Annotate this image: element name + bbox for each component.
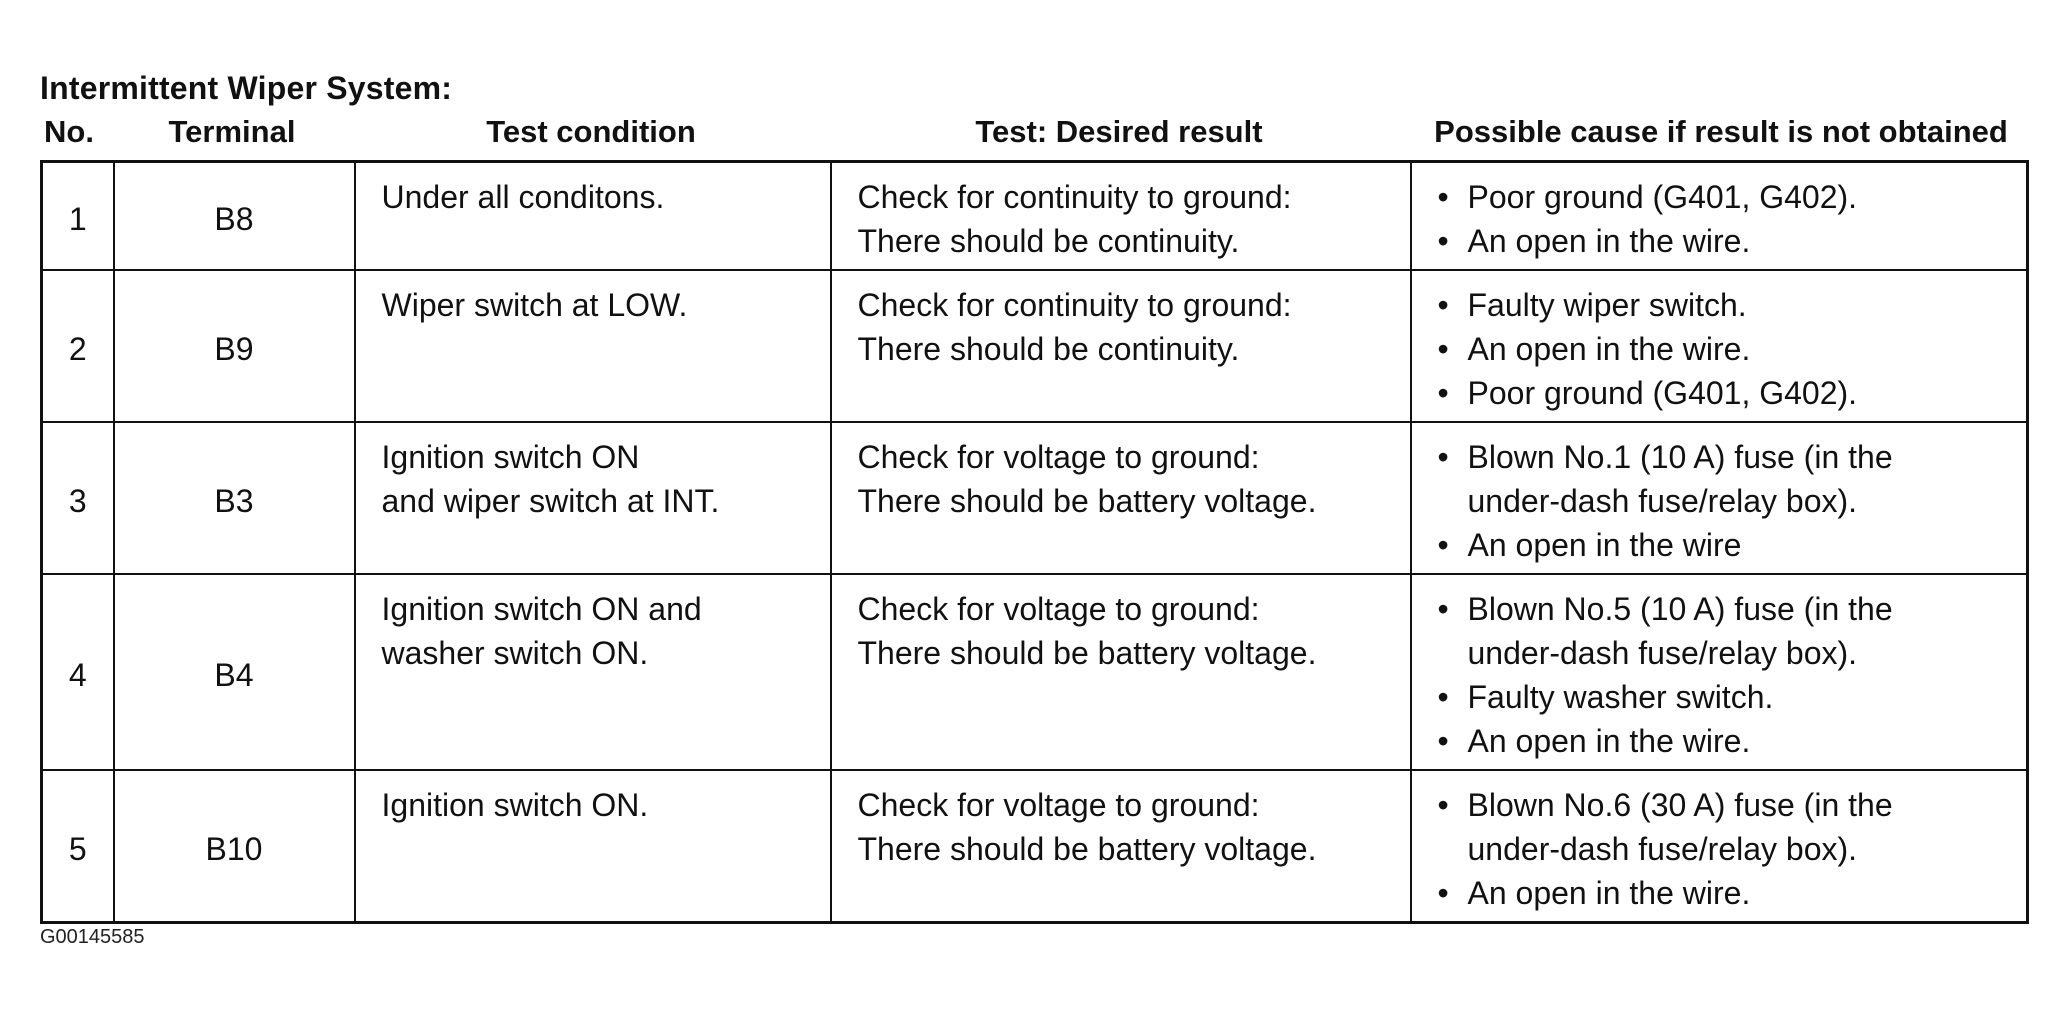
terminal-cell: B10 [114, 770, 355, 923]
cause-continuation: under-dash fuse/relay box). [1467, 483, 1858, 519]
test-condition-cell [355, 422, 831, 574]
cause-text: An open in the wire. [1467, 875, 1751, 911]
terminal-cell: B4 [114, 574, 355, 770]
header-no: No. [44, 114, 94, 149]
document-title: Intermittent Wiper System: [40, 70, 453, 106]
cause-continuation: under-dash fuse/relay box). [1467, 635, 1858, 671]
bullet-icon: • [1437, 875, 1449, 911]
bullet-icon: • [1437, 723, 1449, 759]
header-possible-cause: Possible cause if result is not obtained [1434, 114, 2008, 149]
header-desired-result: Test: Desired result [975, 114, 1263, 149]
test-condition-line: Ignition switch ON. [381, 787, 649, 823]
desired-result-cell [831, 422, 1411, 574]
desired-result-cell [831, 574, 1411, 770]
cause-text: Blown No.5 (10 A) fuse (in the [1467, 591, 1893, 627]
desired-result-cell [831, 770, 1411, 923]
desired-result-line: There should be continuity. [857, 331, 1240, 367]
row-number: 2 [42, 270, 114, 422]
table-row [42, 422, 2028, 574]
cause-text: Poor ground (G401, G402). [1467, 179, 1858, 215]
cause-text: An open in the wire. [1467, 331, 1751, 367]
cause-item [1434, 175, 2017, 219]
desired-result-line: Check for continuity to ground: [857, 287, 1292, 323]
bullet-icon: • [1437, 375, 1449, 411]
test-condition-line: and wiper switch at INT. [381, 483, 720, 519]
bullet-icon: • [1437, 679, 1449, 715]
cause-item [1434, 783, 2017, 827]
test-condition-cell [355, 270, 831, 422]
possible-cause-cell [1411, 422, 2028, 574]
possible-cause-cell [1411, 770, 2028, 923]
cause-item [1434, 219, 2017, 263]
cause-item [1434, 871, 2017, 915]
desired-result-line: Check for continuity to ground: [857, 179, 1292, 215]
cause-item [1434, 719, 2017, 763]
header-test-condition: Test condition [486, 114, 696, 149]
test-condition-line: Ignition switch ON and [381, 591, 702, 627]
test-condition-cell [355, 162, 831, 271]
desired-result-cell [831, 162, 1411, 271]
table-row [42, 574, 2028, 770]
header-terminal: Terminal [168, 114, 296, 149]
possible-cause-cell [1411, 162, 2028, 271]
desired-result-line: Check for voltage to ground: [857, 591, 1260, 627]
desired-result-cell [831, 270, 1411, 422]
bullet-icon: • [1437, 591, 1449, 627]
cause-item [1434, 283, 2017, 327]
test-table-body [42, 162, 2028, 923]
test-condition-line: Under all conditons. [381, 179, 665, 215]
test-condition-line: Wiper switch at LOW. [381, 287, 688, 323]
cause-item [1434, 675, 2017, 719]
cause-text: An open in the wire. [1467, 723, 1751, 759]
cause-text: An open in the wire. [1467, 223, 1751, 259]
cause-item [1434, 523, 2017, 567]
test-condition-cell [355, 574, 831, 770]
figure-code: G00145585 [40, 926, 145, 948]
desired-result-line: Check for voltage to ground: [857, 787, 1260, 823]
cause-text: Faulty wiper switch. [1467, 287, 1747, 323]
table-row [42, 770, 2028, 923]
terminal-cell: B3 [114, 422, 355, 574]
desired-result-line: There should be continuity. [857, 223, 1240, 259]
desired-result-line: There should be battery voltage. [857, 483, 1317, 519]
test-condition-line: washer switch ON. [381, 635, 649, 671]
cause-item [1434, 327, 2017, 371]
bullet-icon: • [1437, 527, 1449, 563]
cause-item [1434, 587, 2017, 631]
cause-text: Blown No.6 (30 A) fuse (in the [1467, 787, 1893, 823]
possible-cause-cell [1411, 574, 2028, 770]
row-number: 4 [42, 574, 114, 770]
bullet-icon: • [1437, 223, 1449, 259]
possible-cause-cell [1411, 270, 2028, 422]
desired-result-line: There should be battery voltage. [857, 831, 1317, 867]
cause-text: Poor ground (G401, G402). [1467, 375, 1858, 411]
bullet-icon: • [1437, 287, 1449, 323]
cause-text: An open in the wire [1467, 527, 1742, 563]
cause-item [1434, 371, 2017, 415]
table-row [42, 270, 2028, 422]
row-number: 1 [42, 162, 114, 271]
bullet-icon: • [1437, 179, 1449, 215]
table-row [42, 162, 2028, 271]
row-number: 3 [42, 422, 114, 574]
terminal-cell: B9 [114, 270, 355, 422]
test-condition-cell [355, 770, 831, 923]
cause-item [1434, 435, 2017, 479]
test-table [40, 160, 2029, 924]
test-condition-line: Ignition switch ON [381, 439, 640, 475]
bullet-icon: • [1437, 787, 1449, 823]
cause-text: Blown No.1 (10 A) fuse (in the [1467, 439, 1893, 475]
row-number: 5 [42, 770, 114, 923]
cause-text: Faulty washer switch. [1467, 679, 1774, 715]
terminal-cell: B8 [114, 162, 355, 271]
bullet-icon: • [1437, 331, 1449, 367]
desired-result-line: There should be battery voltage. [857, 635, 1317, 671]
bullet-icon: • [1437, 439, 1449, 475]
desired-result-line: Check for voltage to ground: [857, 439, 1260, 475]
cause-continuation: under-dash fuse/relay box). [1467, 831, 1858, 867]
